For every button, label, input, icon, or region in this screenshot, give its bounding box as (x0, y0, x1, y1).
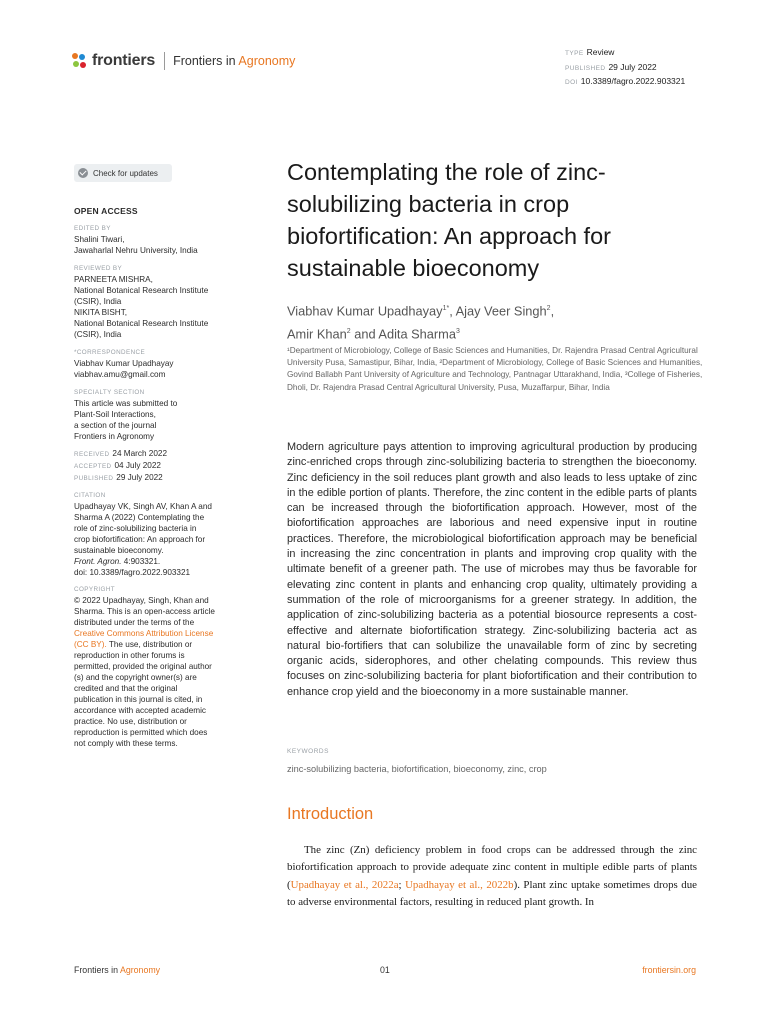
brand-name: frontiers (92, 52, 156, 69)
reviewed-by: REVIEWED BY PARNEETA MISHRA, National Botanical Research Institute (CSIR), India NIKITA BISHT, National Botanical Research Institute (CSIR), India (74, 265, 209, 339)
divider (164, 52, 165, 70)
check-for-updates-button[interactable]: Check for updates (74, 164, 172, 182)
frontiers-logo[interactable] (72, 50, 295, 72)
page-number: 01 (380, 965, 390, 975)
article-meta (565, 46, 685, 90)
correspondence: *CORRESPONDENCE Viabhav Kumar Upadhayay viabhav.amu@gmail.com (74, 348, 242, 380)
article-dates (74, 448, 242, 484)
author-list: Viabhav Kumar Upadhayay$^{1*}$, Ajay Veer Singh$^2$, Amir Khan$^2$ and Adita Sharma$^3$ (287, 303, 555, 342)
keywords: zinc-solubilizing bacteria, biofortification, bioeconomy, zinc, crop (287, 764, 547, 774)
citation-doi[interactable]: doi: 10.3389/fagro.2022.903321 (74, 568, 191, 577)
introduction-paragraph: The zinc (Zn) deficiency problem in food crops can be addressed through the zinc biofortification approach to provide adequate zinc content in multiple edible parts of plants (Upadhayay et al., 2022a; Upadhayay et al., 2022b). Plant zinc uptake sometimes drops due to adverse environmental factors, resulting in reduced plant growth. In (287, 844, 697, 908)
date-published: PUBLISHED 29 July 2022 (74, 473, 163, 482)
footer-site-link[interactable]: frontiersin.org (642, 965, 696, 975)
affiliations: ¹Department of Microbiology, College of Basic Sciences and Humanities, Dr. Rajendra Prasad Central Agricultural University Pusa, Samastipur, Bihar, India, ²Department of Microbiology, College of Basic Sciences and Humanities, Govind Ballabh Pant University of Agriculture and Technology, Pantnagar Uttarakhand, India, ³College of Fisheries, Dholi, Dr. Rajendra Prasad Central Agricultural University, Pusa, Muzaffarpur, Bihar, India (287, 346, 703, 392)
footer-journal: Frontiers in Agronomy (74, 965, 161, 975)
author: Adita Sharma (378, 326, 456, 342)
check-icon (78, 168, 88, 178)
meta-published: PUBLISHED 29 July 2022 (565, 61, 657, 72)
citation: CITATION Upadhayay VK, Singh AV, Khan A and Sharma A (2022) Contemplating the role of zinc-solubilizing bacteria in crop biofortification: An approach for sustainable bioeconomy. Front. Agron. 4:903321. doi: 10.3389/fagro.2022.903321 (74, 491, 242, 578)
license-link-cc-by[interactable]: (CC BY). (74, 640, 107, 649)
edited-by: EDITED BY Shalini Tiwari, Jawaharlal Nehru University, India (74, 225, 198, 255)
date-accepted: ACCEPTED 04 July 2022 (74, 461, 161, 470)
article-title: Contemplating the role of zinc-solubilizing bacteria in crop biofortification: An approach for sustainable bioeconomy (287, 159, 611, 281)
citation-link[interactable]: Upadhayay et al., 2022b (405, 878, 514, 891)
copyright: COPYRIGHT © 2022 Upadhayay, Singh, Khan and Sharma. This is an open-access article distributed under the terms of the Creative Commons Attribution License (CC BY). The use, distribution or reproduction in other forums is permitted, provided the original author (s) and the copyright owner(s) are credited and that the original publication in this journal is cited, in accordance with accepted academic practice. No use, distribution or reproduction is permitted which does not comply with these terms. (74, 585, 242, 749)
abstract: Modern agriculture pays attention to improving agricultural production by producing zinc-enriched crops through zinc-solubilizing bacteria to strengthen the bioeconomy. Zinc deficiency in the soil reduces plant growth and also leads to less uptake of zinc in the edible portion of plants. Therefore, the zinc content in the edible parts of plants can be increased through the biofortification approach. However, most of the biofortification approaches are laborious and need expensive input in routine practices. Therefore, the microbiological biofortification approach may be beneficial in increasing the zinc concentration in plants and improving crop quality with the ultimate benefit of a greener path. The use of microbes may thus be favorable for elevating zinc content in plants and enhancing crop quality, ultimately providing a summation of the role of microorganisms for a greener strategy. In addition, the application of zinc-solubilizing bacteria as a potential biosource represents a cost-effective and alternate biofortification strategy. Zinc-solubilizing bacteria act as natural bio-fortifiers that can solubilize the unavailable form of zinc by secreting organic acids, siderophores, and other chelating compounds. This review thus focuses on zinc-solubilizing bacteria for plant biofortification and their contribution to enhance crop yield and the bioeconomy in a more sustainable manner. (287, 441, 697, 698)
citation-link[interactable]: Upadhayay et al., 2022a (290, 878, 399, 891)
license-link[interactable]: Creative Commons Attribution License (74, 629, 214, 638)
meta-type: TYPE Review (565, 47, 615, 57)
author: Amir Khan (287, 326, 347, 342)
specialty-section: SPECIALTY SECTION This article was submitted to Plant-Soil Interactions, a section of the journal Frontiers in Agronomy (74, 389, 178, 441)
open-access-label: OPEN ACCESS (74, 206, 138, 216)
author: Ajay Veer Singh (455, 303, 547, 319)
frontiers-logo-icon (72, 53, 88, 69)
author: Viabhav Kumar Upadhayay (287, 303, 443, 319)
section-heading-introduction: Introduction (287, 805, 374, 823)
correspondence-email[interactable]: viabhav.amu@gmail.com (74, 370, 166, 379)
meta-doi: DOI 10.3389/fagro.2022.903321 (565, 76, 686, 86)
keywords-label: KEYWORDS (287, 748, 329, 755)
date-received: RECEIVED 24 March 2022 (74, 449, 168, 458)
journal-name: Frontiers in Agronomy (173, 54, 296, 68)
